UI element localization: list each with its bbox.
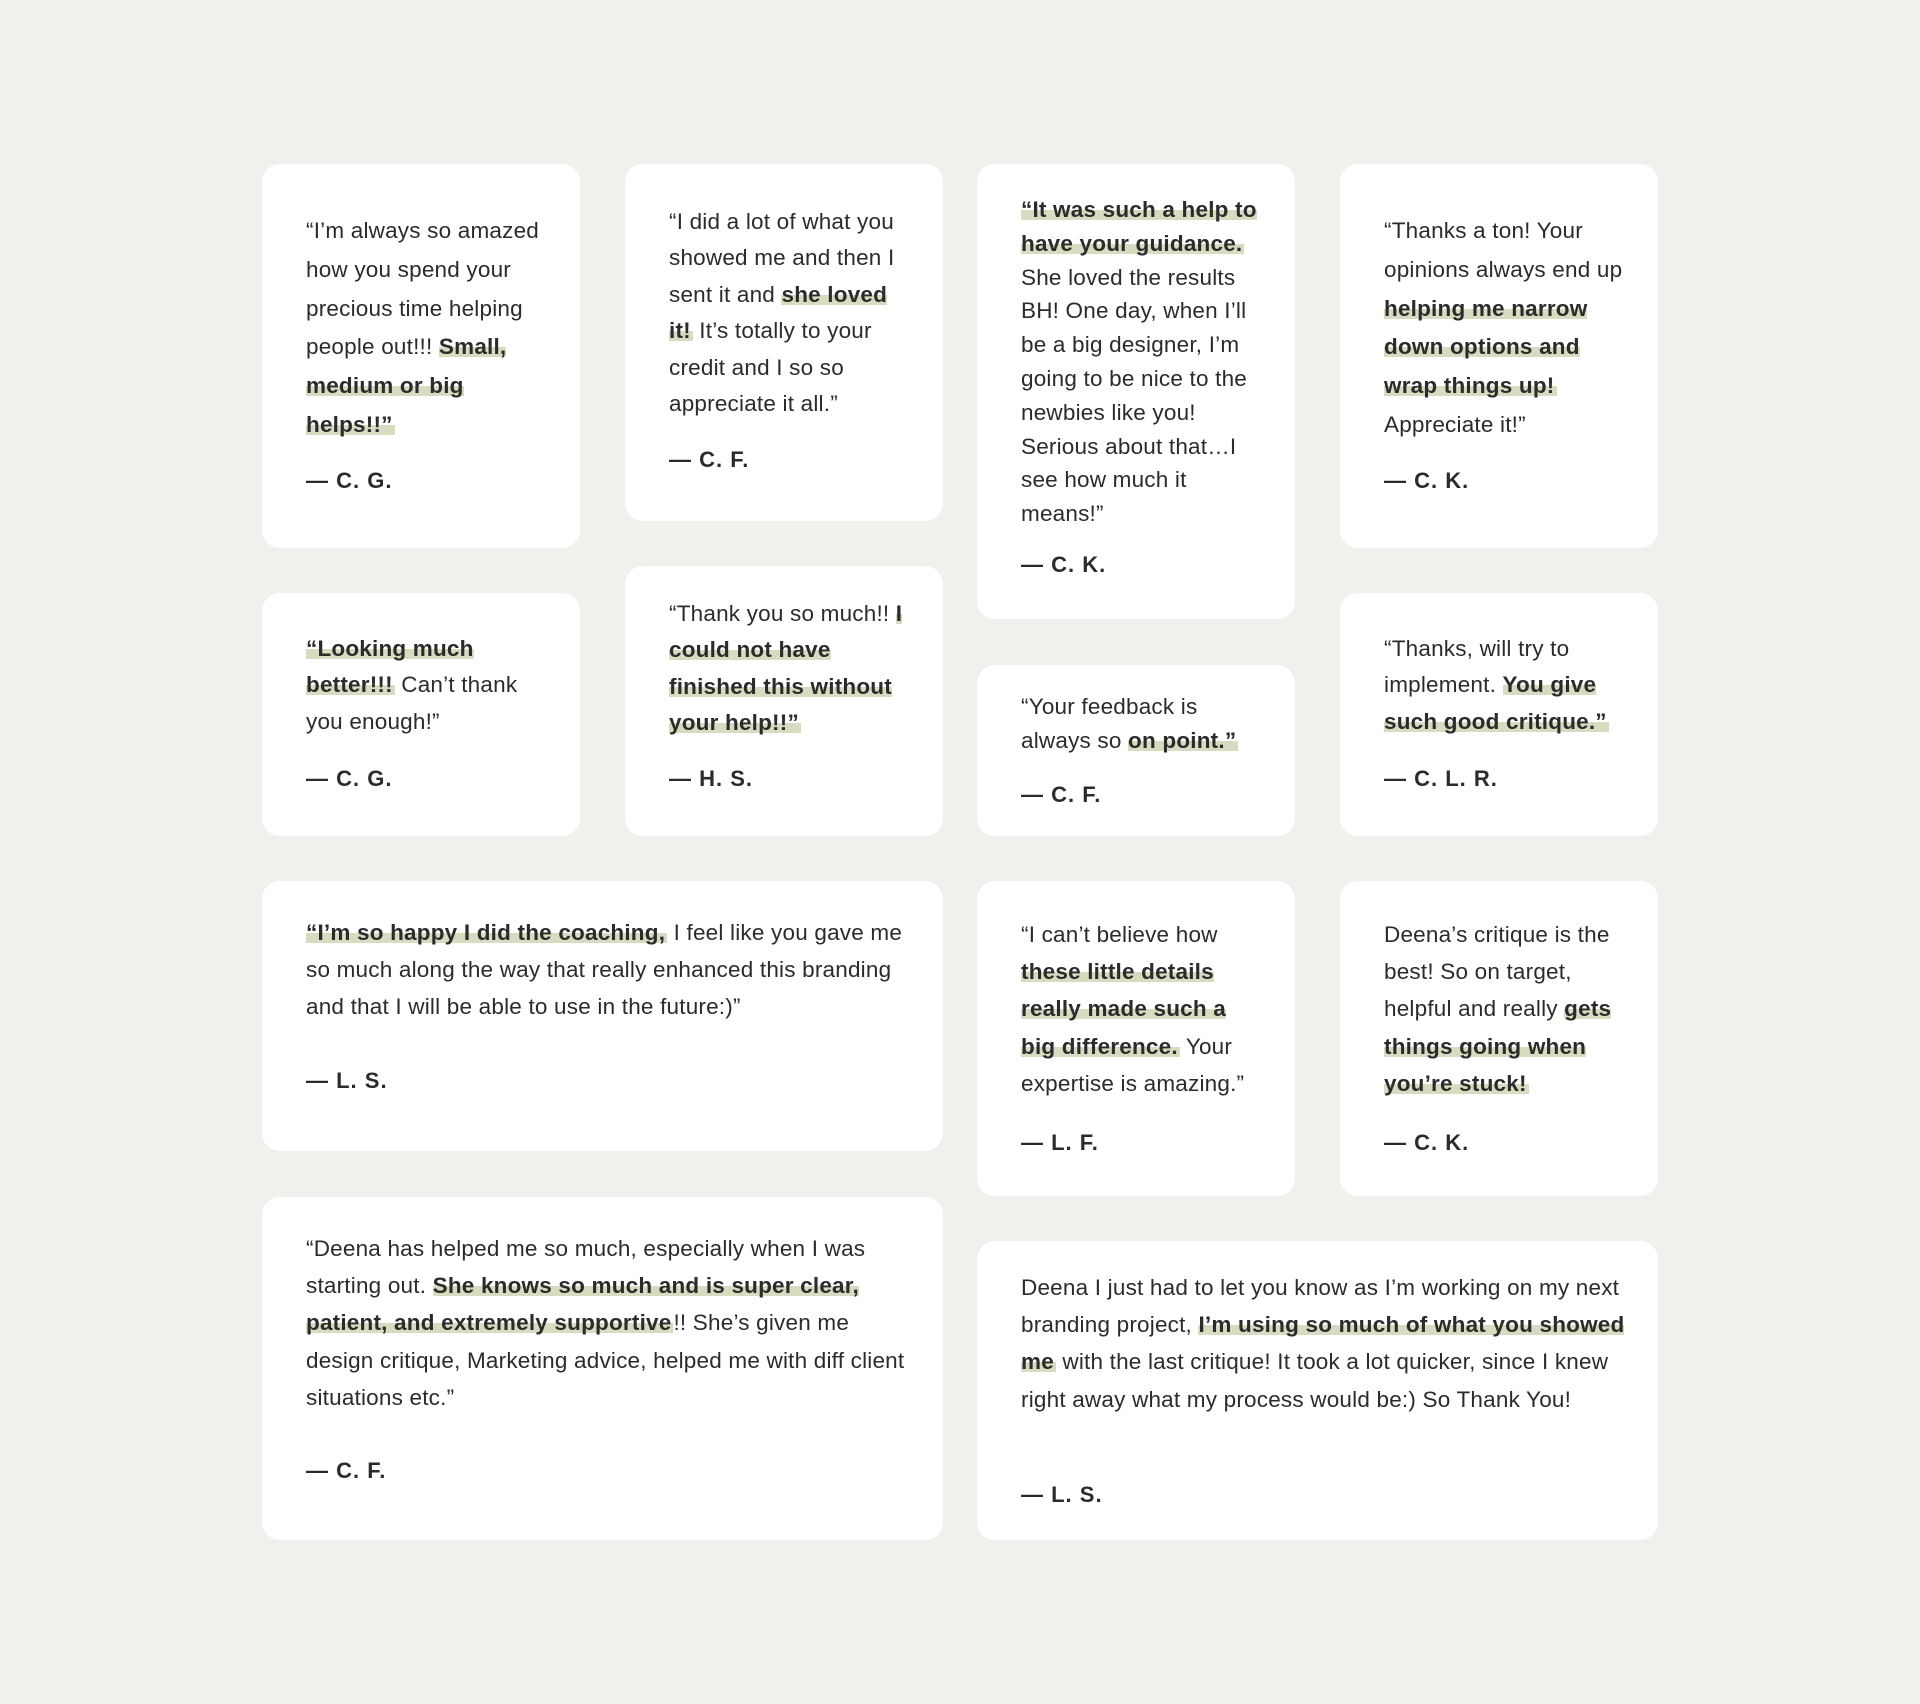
testimonial-author: — C. F. <box>669 447 750 472</box>
highlighted-text: “I’m so happy I did the coaching, <box>306 920 666 945</box>
testimonial-card <box>977 665 1295 836</box>
testimonial-quote <box>1384 212 1628 445</box>
testimonial-card <box>977 1241 1658 1540</box>
quote-text: “I’m always so amazed how you spend your precious time helping people out!!! <box>306 218 540 360</box>
quote-text: Your expertise is amazing.” <box>1021 1033 1245 1096</box>
testimonial-card <box>262 1197 943 1540</box>
highlighted-text: gets things going when you’re stuck! <box>1384 996 1612 1096</box>
testimonial-author: — C. F. <box>306 1458 387 1483</box>
testimonial-author: — C. K. <box>1384 468 1470 493</box>
highlighted-text: She knows so much and is super clear, patient, and extremely supportive <box>306 1273 859 1336</box>
highlighted-text: I’m using so much of what you showed me <box>1021 1312 1625 1375</box>
testimonial-quote <box>306 631 550 740</box>
highlighted-text: Small, medium or big helps!!” <box>306 334 507 437</box>
testimonial-author: — L. S. <box>1021 1482 1103 1507</box>
testimonial-author: — C. K. <box>1021 552 1107 577</box>
quote-text: Appreciate it!” <box>1384 411 1526 437</box>
testimonial-quote <box>1021 193 1265 531</box>
testimonial-card <box>625 164 943 521</box>
testimonial-card <box>1340 593 1658 836</box>
quote-text: I feel like you gave me so much along the way that really enhanced this branding and that I will be able to use in the future:)” <box>306 920 903 1020</box>
testimonial-quote <box>1021 1269 1628 1418</box>
testimonial-card <box>262 593 580 836</box>
quote-text: “I can’t believe how <box>1021 922 1218 947</box>
testimonial-author: — C. G. <box>306 468 393 493</box>
quote-text: with the last critique! It took a lot quicker, since I knew right away what my process would be:) So Thank You! <box>1021 1349 1609 1412</box>
quote-text: She loved the results BH! One day, when I’ll be a big designer, I’m going to be nice to the newbies like you! Serious about that…I see how much it means!” <box>1021 264 1248 527</box>
testimonial-quote <box>669 596 913 742</box>
quote-text: Can’t thank you enough!” <box>306 672 518 734</box>
testimonial-card <box>977 164 1295 619</box>
highlighted-text: You give such good critique.” <box>1384 672 1607 734</box>
testimonial-author: — C. K. <box>1384 1130 1470 1155</box>
highlighted-text: on point.” <box>1128 727 1237 753</box>
testimonial-author: — C. L. R. <box>1384 766 1498 791</box>
testimonial-author: — L. S. <box>306 1068 388 1093</box>
testimonial-card <box>625 566 943 836</box>
testimonial-card <box>977 881 1295 1196</box>
testimonial-author: — C. F. <box>1021 782 1102 807</box>
quote-text: “Your feedback is always so <box>1021 694 1198 753</box>
highlighted-text: she loved it! <box>669 281 888 344</box>
quote-text: Deena I just had to let you know as I’m working on my next branding project, <box>1021 1275 1620 1338</box>
testimonial-card <box>262 164 580 548</box>
testimonial-quote <box>306 212 550 445</box>
testimonial-quote <box>669 204 913 422</box>
highlighted-text: I could not have finished this without your help!!” <box>669 601 903 736</box>
quote-text: “Deena has helped me so much, especially when I was starting out. <box>306 1236 866 1299</box>
highlighted-text: “It was such a help to have your guidance. <box>1021 197 1257 256</box>
quote-text: “I did a lot of what you showed me and then I sent it and <box>669 209 895 307</box>
testimonial-quote <box>1021 690 1265 758</box>
quote-text: !! She’s given me design critique, Marketing advice, helped me with diff client situations etc.” <box>306 1310 905 1410</box>
testimonial-card <box>1340 164 1658 548</box>
highlighted-text: helping me narrow down options and wrap things up! <box>1384 295 1588 399</box>
testimonial-card <box>1340 881 1658 1196</box>
quote-text: “Thank you so much!! <box>669 601 896 626</box>
quote-text: It’s totally to your credit and I so so appreciate it all.” <box>669 318 872 417</box>
quote-text: “Thanks a ton! Your opinions always end up <box>1384 218 1623 282</box>
highlighted-text: “Looking much better!!! <box>306 636 474 698</box>
highlighted-text: these little details really made such a big difference. <box>1021 959 1226 1059</box>
quote-text: “Thanks, will try to implement. <box>1384 636 1570 698</box>
testimonial-quote <box>1384 631 1628 740</box>
quote-text: Deena’s critique is the best! So on target, helpful and really <box>1384 922 1610 1022</box>
testimonial-author: — C. G. <box>306 766 393 791</box>
testimonial-author: — H. S. <box>669 766 754 791</box>
testimonial-quote <box>1384 916 1628 1102</box>
testimonial-quote <box>306 914 913 1026</box>
testimonial-author: — L. F. <box>1021 1130 1099 1155</box>
testimonial-card <box>262 881 943 1151</box>
testimonial-quote <box>1021 916 1265 1102</box>
testimonial-quote <box>306 1230 913 1416</box>
